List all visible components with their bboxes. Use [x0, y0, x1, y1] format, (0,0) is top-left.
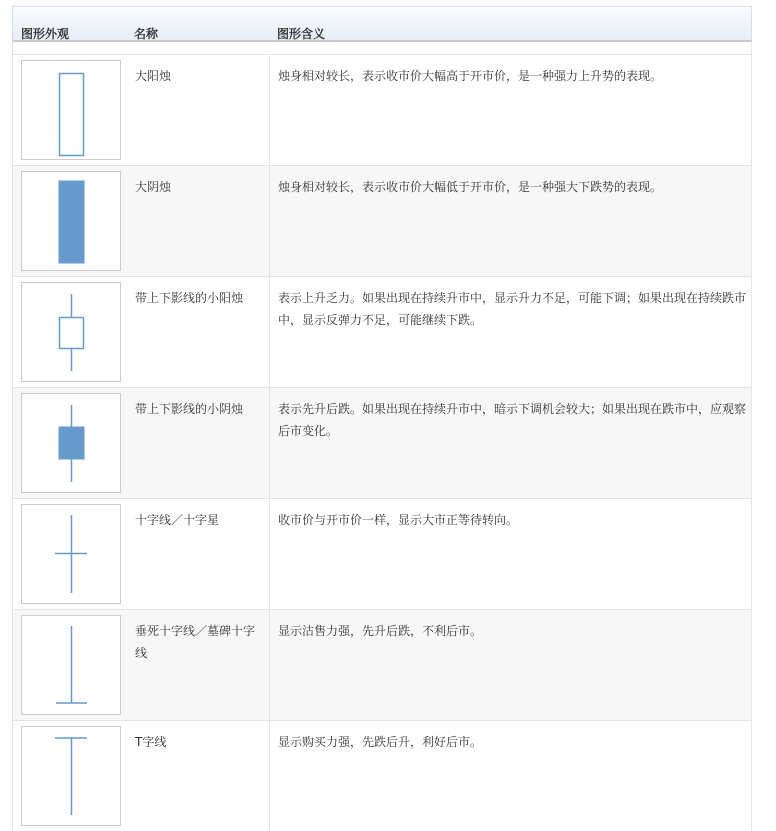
candle-thumbnail: [21, 282, 121, 382]
candle-meaning: 表示上升乏力。如果出现在持续升市中，显示升力不足，可能下调；如果出现在持续跌市中，显示反弹力不足，可能继续下跌。: [278, 291, 747, 327]
table-row: [12, 54, 752, 165]
table-row: [12, 720, 752, 831]
big-yang-candle-icon: [22, 61, 120, 159]
column-divider: [269, 610, 270, 720]
candle-meaning: 显示购买力强，先跌后升，利好后市。: [278, 735, 483, 749]
t-line-icon: [22, 727, 120, 825]
small-yin-shadow-candle-icon: [22, 394, 120, 492]
candle-meaning: 表示先升后跌。如果出现在持续升市中，暗示下调机会较大；如果出现在跌市中，应观察后市变化。: [278, 402, 747, 438]
table-row: [12, 609, 752, 720]
table-header: [12, 6, 752, 42]
gravestone-cross-icon: [22, 616, 120, 714]
candle-name: T字线: [135, 735, 167, 749]
candle-thumbnail: [21, 60, 121, 160]
candle-thumbnail: [21, 393, 121, 493]
column-divider: [269, 166, 270, 276]
column-divider: [269, 277, 270, 387]
candle-thumbnail: [21, 615, 121, 715]
candle-name: 垂死十字线／墓碑十字线: [135, 624, 256, 660]
column-divider: [269, 721, 270, 831]
header-appearance: 图形外观: [21, 27, 70, 41]
table-row: [12, 276, 752, 387]
header-meaning: 图形含义: [277, 27, 326, 41]
candle-name: 大阳烛: [135, 69, 172, 83]
table-row: [12, 498, 752, 609]
candle-thumbnail: [21, 171, 121, 271]
header-name: 名称: [134, 27, 159, 41]
column-divider: [269, 388, 270, 498]
candle-thumbnail: [21, 726, 121, 826]
candle-meaning: 显示沽售力强，先升后跌，不利后市。: [278, 624, 483, 638]
candle-name: 十字线／十字星: [135, 513, 220, 527]
column-divider: [269, 55, 270, 165]
candle-meaning: 烛身相对较长，表示收市价大幅低于开市价，是一种强大下跌势的表现。: [278, 180, 663, 194]
candle-name: 大阴烛: [135, 180, 172, 194]
table-row: [12, 165, 752, 276]
small-yang-shadow-candle-icon: [22, 283, 120, 381]
candle-name: 带上下影线的小阳烛: [135, 291, 244, 305]
candlestick-table: [12, 6, 752, 831]
column-divider: [269, 499, 270, 609]
big-yin-candle-icon: [22, 172, 120, 270]
doji-cross-icon: [22, 505, 120, 603]
candle-meaning: 收市价与开市价一样，显示大市正等待转向。: [278, 513, 519, 527]
table-row: [12, 387, 752, 498]
header-spacer: [12, 42, 752, 54]
candle-meaning: 烛身相对较长，表示收市价大幅高于开市价，是一种强力上升势的表现。: [278, 69, 663, 83]
candle-name: 带上下影线的小阴烛: [135, 402, 244, 416]
candle-thumbnail: [21, 504, 121, 604]
